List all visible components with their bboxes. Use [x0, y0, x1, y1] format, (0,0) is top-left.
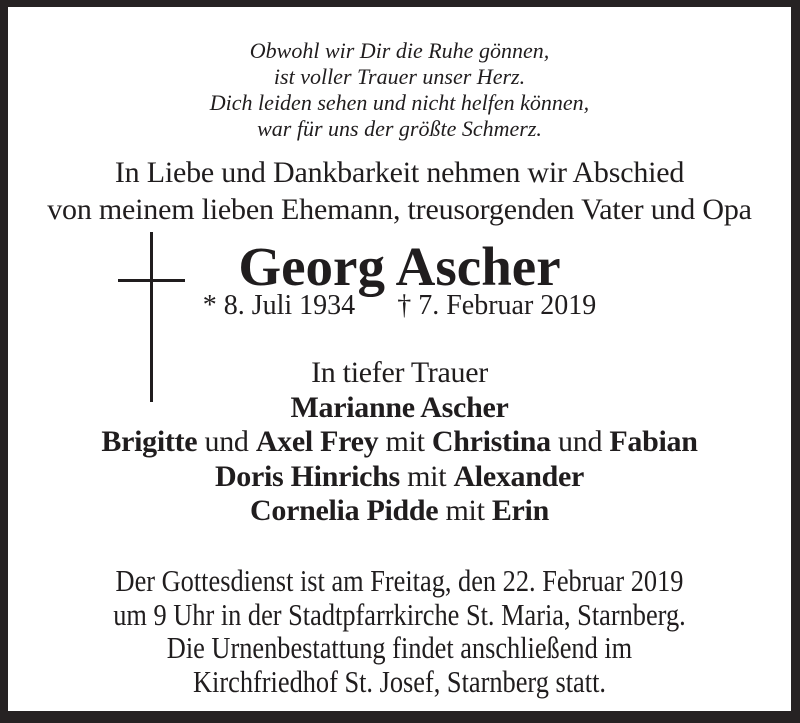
connector-text: mit [399, 459, 454, 493]
mourners-heading: In tiefer Trauer [311, 356, 488, 389]
birth-date: * 8. Juli 1934 [202, 290, 356, 321]
mourner-name: Cornelia Pidde [250, 494, 439, 527]
deceased-name: Georg Ascher [238, 236, 561, 297]
service-line: Der Gottesdienst ist am Freitag, den 22. Februar 2019 [115, 563, 684, 598]
mourner-name: Axel Frey [255, 425, 379, 458]
service-details [67, 564, 733, 698]
mourner-line [8, 391, 791, 426]
mourners-list [8, 356, 791, 529]
mourner-line [8, 494, 791, 529]
mourner-line [8, 425, 791, 460]
service-line: Die Urnenbestattung findet anschließend im [166, 630, 633, 665]
mourner-name: Christina [431, 425, 551, 458]
service-line: Kirchfriedhof St. Josef, Starnberg statt. [193, 663, 606, 699]
mourner-name: Marianne Ascher [290, 390, 509, 424]
farewell-intro [8, 154, 791, 228]
intro-line: von meinem lieben Ehemann, treusorgenden Vater und Opa [47, 193, 752, 226]
connector-text: und [550, 425, 610, 458]
service-line: um 9 Uhr in der Stadtpfarrkirche St. Maria, Starnberg. [113, 596, 686, 632]
mourner-name: Alexander [453, 459, 585, 493]
poem-line: Dich leiden sehen und nicht helfen können, [209, 90, 590, 115]
poem-line: Obwohl wir Dir die Ruhe gönnen, [249, 38, 550, 63]
mourner-name: Doris Hinrichs [214, 459, 400, 493]
mourner-name: Brigitte [101, 425, 198, 458]
intro-line: In Liebe und Dankbarkeit nehmen wir Abschied [114, 156, 685, 189]
connector-text: mit [378, 425, 432, 458]
condolence-poem [8, 38, 791, 142]
mourner-name: Erin [491, 494, 549, 527]
death-date: † 7. Februar 2019 [397, 290, 597, 321]
mourner-name: Fabian [609, 425, 698, 458]
connector-text: mit [438, 494, 492, 527]
poem-line: war für uns der größte Schmerz. [257, 116, 542, 141]
connector-text: und [197, 425, 256, 458]
life-dates [8, 292, 791, 320]
poem-line: ist voller Trauer unser Herz. [273, 64, 526, 89]
mourner-line [8, 460, 791, 495]
